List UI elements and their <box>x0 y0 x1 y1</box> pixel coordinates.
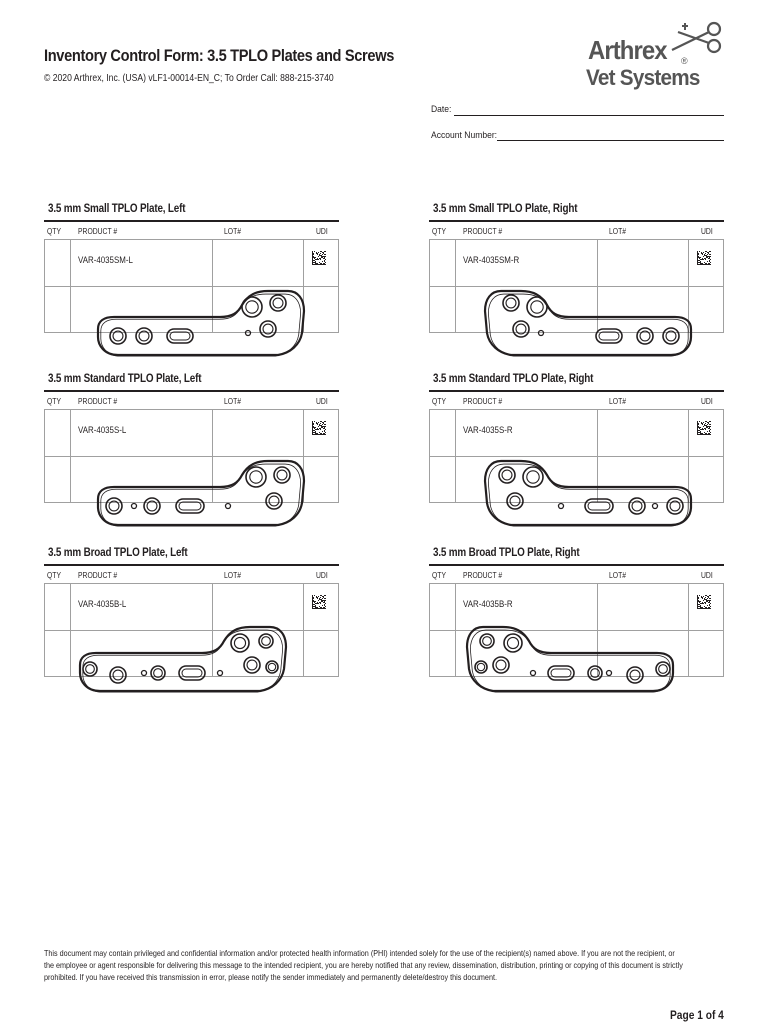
tplo-plate-illustration <box>475 287 699 359</box>
entry-cell[interactable] <box>212 239 303 286</box>
confidentiality-disclaimer: This document may contain privileged and confidential information and/or protected health information (PHI) intended solely for the use of the recipient(s) named above. If you are not the recipient, or the employee or agent responsible for delivering this message to the intended recipient, you are hereby notified that any review, dissemination, distribution, printing or copying of this document is strictly prohibited. If you have received this transmission in error, please notify the sender immediately and permanently delete/destroy this document. <box>44 949 683 982</box>
product-section-5 <box>44 547 339 687</box>
column-header-udi: UDI <box>316 571 328 580</box>
product-number: VAR-4035SM-L <box>78 255 133 265</box>
column-header-product: PRODUCT # <box>463 571 503 580</box>
column-divider <box>723 409 724 503</box>
column-header-product: PRODUCT # <box>463 227 503 236</box>
udi-barcode-icon <box>312 595 326 609</box>
account-field <box>431 130 504 141</box>
column-header-product: PRODUCT # <box>78 397 118 406</box>
product-number: VAR-4035SM-R <box>463 255 520 265</box>
column-header-lot: LOT# <box>609 397 627 406</box>
table-top-rule <box>429 220 724 222</box>
logo-registered-mark: ® <box>681 56 688 66</box>
entry-cell[interactable] <box>429 583 455 630</box>
product-section-2 <box>429 203 724 343</box>
table-top-rule <box>44 220 339 222</box>
entry-cell[interactable] <box>429 286 455 332</box>
column-header-product: PRODUCT # <box>78 571 118 580</box>
tplo-plate-illustration <box>90 457 314 529</box>
entry-cell[interactable] <box>429 630 455 676</box>
table-top-rule <box>429 564 724 566</box>
tplo-plate-illustration <box>72 623 296 695</box>
logo-brand: Arthrex <box>588 35 667 65</box>
entry-cell[interactable] <box>597 239 688 286</box>
table-top-rule <box>44 390 339 392</box>
product-section-6 <box>429 547 724 687</box>
tplo-plate-illustration <box>457 623 681 695</box>
page-title: Inventory Control Form: 3.5 TPLO Plates and Screws <box>44 46 395 65</box>
column-header-lot: LOT# <box>609 571 627 580</box>
column-divider <box>338 409 339 503</box>
udi-barcode-icon <box>697 595 711 609</box>
section-title: 3.5 mm Small TPLO Plate, Right <box>433 203 578 215</box>
column-divider <box>723 239 724 333</box>
column-header-udi: UDI <box>701 227 713 236</box>
entry-cell[interactable] <box>212 409 303 456</box>
entry-cell[interactable] <box>44 583 70 630</box>
date-label: Date: <box>431 104 452 115</box>
entry-cell[interactable] <box>44 630 70 676</box>
entry-cell[interactable] <box>597 409 688 456</box>
entry-cell[interactable] <box>429 456 455 502</box>
column-header-lot: LOT# <box>224 571 242 580</box>
product-number: VAR-4035B-R <box>463 599 513 609</box>
tplo-plate-illustration <box>475 457 699 529</box>
product-number: VAR-4035S-R <box>463 425 513 435</box>
section-title: 3.5 mm Broad TPLO Plate, Right <box>433 547 580 559</box>
udi-barcode-icon <box>312 421 326 435</box>
arthrex-vet-logo <box>586 20 726 94</box>
copyright-line: © 2020 Arthrex, Inc. (USA) vLF1-00014-EN_C; To Order Call: 888-215-3740 <box>44 73 334 84</box>
product-section-1 <box>44 203 339 343</box>
entry-cell[interactable] <box>429 409 455 456</box>
column-header-udi: UDI <box>316 227 328 236</box>
date-field <box>431 104 454 115</box>
entry-cell[interactable] <box>303 630 338 676</box>
column-header-udi: UDI <box>316 397 328 406</box>
column-header-lot: LOT# <box>224 227 242 236</box>
udi-barcode-icon <box>697 251 711 265</box>
column-header-qty: QTY <box>432 571 446 580</box>
date-input-line[interactable] <box>454 115 724 116</box>
entry-cell[interactable] <box>44 239 70 286</box>
section-title: 3.5 mm Standard TPLO Plate, Right <box>433 373 594 385</box>
scissors-icon <box>670 20 726 54</box>
entry-cell[interactable] <box>688 630 723 676</box>
page-number: Page 1 of 4 <box>670 1008 724 1022</box>
column-header-qty: QTY <box>432 397 446 406</box>
logo-division: Vet Systems <box>586 65 700 90</box>
table-top-rule <box>429 390 724 392</box>
column-header-lot: LOT# <box>609 227 627 236</box>
product-section-4 <box>429 373 724 513</box>
section-title: 3.5 mm Standard TPLO Plate, Left <box>48 373 202 385</box>
column-header-qty: QTY <box>432 227 446 236</box>
entry-cell[interactable] <box>44 286 70 332</box>
entry-cell[interactable] <box>429 239 455 286</box>
column-header-qty: QTY <box>47 227 61 236</box>
product-section-3 <box>44 373 339 513</box>
column-header-udi: UDI <box>701 397 713 406</box>
table-top-rule <box>44 564 339 566</box>
column-header-product: PRODUCT # <box>78 227 118 236</box>
column-header-qty: QTY <box>47 397 61 406</box>
column-divider <box>338 239 339 333</box>
account-input-line[interactable] <box>497 140 724 141</box>
product-number: VAR-4035B-L <box>78 599 127 609</box>
column-header-lot: LOT# <box>224 397 242 406</box>
udi-barcode-icon <box>312 251 326 265</box>
section-title: 3.5 mm Broad TPLO Plate, Left <box>48 547 188 559</box>
column-header-udi: UDI <box>701 571 713 580</box>
column-divider <box>338 583 339 677</box>
udi-barcode-icon <box>697 421 711 435</box>
section-title: 3.5 mm Small TPLO Plate, Left <box>48 203 186 215</box>
column-divider <box>723 583 724 677</box>
entry-cell[interactable] <box>44 409 70 456</box>
entry-cell[interactable] <box>44 456 70 502</box>
tplo-plate-illustration <box>90 287 314 359</box>
product-number: VAR-4035S-L <box>78 425 127 435</box>
column-header-qty: QTY <box>47 571 61 580</box>
account-label: Account Number: <box>431 130 498 141</box>
column-header-product: PRODUCT # <box>463 397 503 406</box>
